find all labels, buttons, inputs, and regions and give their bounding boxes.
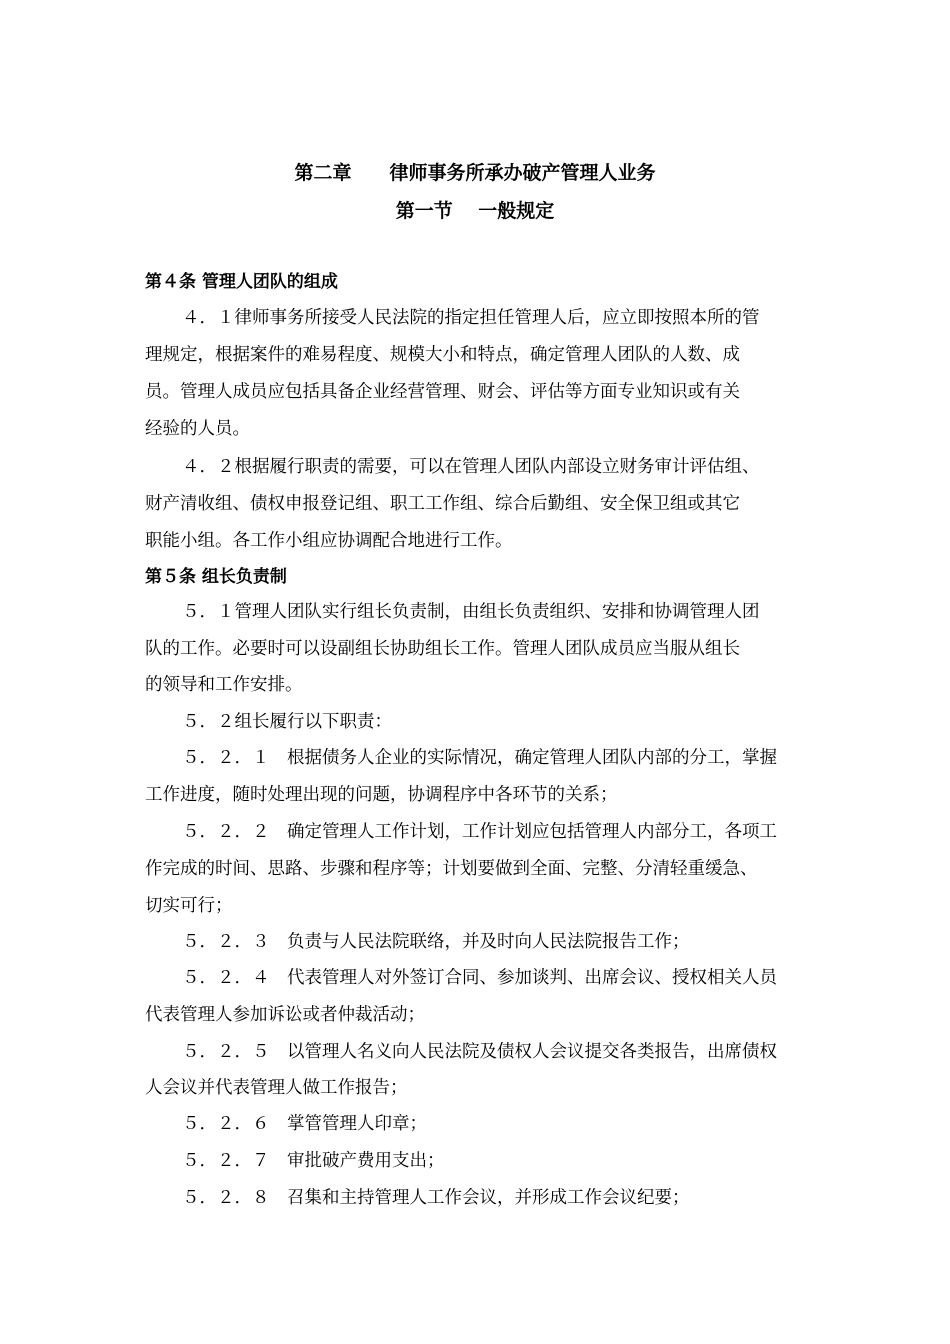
item-5-2-2-line-1: ５．２．２ 确定管理人工作计划，工作计划应包括管理人内部分工，各项工 [182, 822, 777, 842]
article-4-1-line-2: 理规定，根据案件的难易程度、规模大小和特点，确定管理人团队的人数、成 [145, 345, 740, 365]
article-4-1-line-4: 经验的人员。 [145, 419, 250, 439]
article-5-title: 第５条 组长负责制 [145, 567, 287, 587]
article-4-title: 第４条 管理人团队的组成 [145, 272, 338, 292]
item-5-2-5-line-2: 人会议并代表管理人做工作报告； [145, 1078, 408, 1098]
article-4-2-line-2: 财产清收组、债权申报登记组、职工工作组、综合后勤组、安全保卫组或其它 [145, 494, 740, 514]
item-5-2-7-line-1: ５．２．７ 审批破产费用支出； [182, 1151, 445, 1171]
chapter-title: 第二章 律师事务所承办破产管理人业务 [294, 162, 656, 184]
article-4-2-line-1: ４．２根据履行职责的需要，可以在管理人团队内部设立财务审计评估组、 [182, 457, 760, 477]
article-4-1-line-1: ４．１律师事务所接受人民法院的指定担任管理人后，应立即按照本所的管 [182, 308, 760, 328]
item-5-2-1-line-2: 工作进度，随时处理出现的问题，协调程序中各环节的关系； [145, 785, 618, 805]
section-title: 第一节 一般规定 [395, 200, 555, 222]
item-5-2-3-line-1: ５．２．３ 负责与人民法院联络，并及时向人民法院报告工作； [182, 932, 690, 952]
item-5-2-6-line-1: ５．２．６ 掌管管理人印章； [182, 1114, 427, 1134]
article-5-1-line-3: 的领导和工作安排。 [145, 675, 303, 695]
item-5-2-2-line-3: 切实可行； [145, 896, 233, 916]
item-5-2-2-line-2: 作完成的时间、思路、步骤和程序等；计划要做到全面、完整、分清轻重缓急、 [145, 859, 758, 879]
article-4-2-line-3: 职能小组。各工作小组应协调配合地进行工作。 [145, 531, 513, 551]
item-5-2-5-line-1: ５．２．５ 以管理人名义向人民法院及债权人会议提交各类报告，出席债权 [182, 1042, 777, 1062]
item-5-2-4-line-2: 代表管理人参加诉讼或者仲裁活动； [145, 1005, 425, 1025]
item-5-2-8-line-1: ５．２．８ 召集和主持管理人工作会议，并形成工作会议纪要； [182, 1188, 690, 1208]
article-5-1-line-2: 队的工作。必要时可以设副组长协助组长工作。管理人团队成员应当服从组长 [145, 639, 740, 659]
article-5-2-line-1: ５．２组长履行以下职责： [182, 712, 392, 732]
article-4-1-line-3: 员。管理人成员应包括具备企业经营管理、财会、评估等方面专业知识或有关 [145, 382, 740, 402]
article-5-1-line-1: ５．１管理人团队实行组长负责制，由组长负责组织、安排和协调管理人团 [182, 602, 760, 622]
item-5-2-4-line-1: ５．２．４ 代表管理人对外签订合同、参加谈判、出席会议、授权相关人员 [182, 968, 777, 988]
item-5-2-1-line-1: ５．２．１ 根据债务人企业的实际情况，确定管理人团队内部的分工，掌握 [182, 748, 777, 768]
